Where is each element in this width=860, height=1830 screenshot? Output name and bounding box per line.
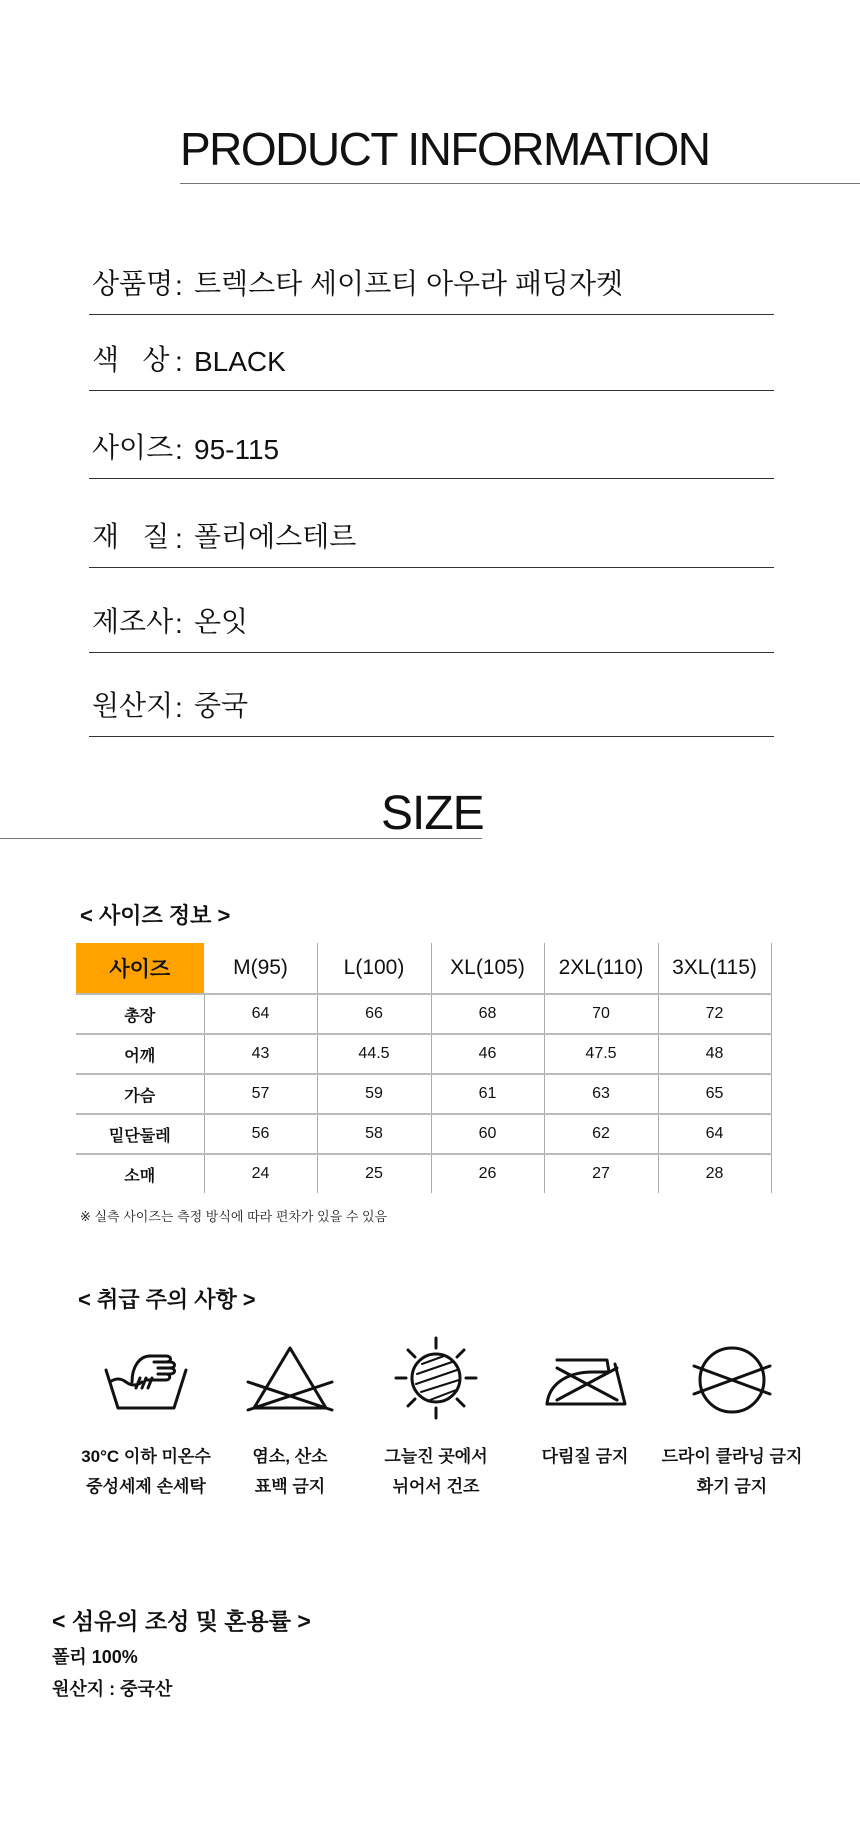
size-divider [0, 838, 482, 839]
care-caption-line: 화기 금지 [696, 1477, 768, 1496]
table-cell: 56 [204, 1114, 317, 1154]
table-cell: 25 [317, 1154, 431, 1193]
care-caption-line: 염소, 산소 [252, 1447, 328, 1466]
fiber-composition: 폴리 100% [52, 1647, 138, 1667]
table-cell: 61 [431, 1074, 544, 1114]
size-table [76, 943, 772, 1193]
table-row [76, 1074, 771, 1114]
table-row [76, 1154, 771, 1193]
no-bleach-icon [240, 1330, 340, 1420]
info-row-manufacturer [89, 592, 774, 653]
info-label: 제조사 [92, 606, 174, 637]
row-header: 가슴 [76, 1074, 204, 1114]
info-colon: : [175, 692, 183, 723]
info-row-product-name [89, 254, 774, 315]
info-value: 95-115 [194, 434, 280, 465]
care-item-no-dry-clean [652, 1330, 812, 1502]
table-cell: 72 [658, 994, 771, 1034]
table-cell: 46 [431, 1034, 544, 1074]
care-caption-line: 드라이 클라닝 금지 [661, 1447, 803, 1466]
size-column-header: 2XL(110) [544, 943, 658, 994]
info-colon: : [175, 608, 183, 639]
row-header: 밑단둘레 [76, 1114, 204, 1154]
size-column-header: M(95) [204, 943, 317, 994]
care-caption-line: 뉘어서 건조 [392, 1477, 480, 1496]
table-cell: 63 [544, 1074, 658, 1114]
care-caption-line: 표백 금지 [254, 1477, 326, 1496]
shade-dry-icon [386, 1330, 486, 1420]
info-label: 사이즈 [92, 432, 174, 463]
table-cell: 58 [317, 1114, 431, 1154]
care-item-shade-dry [356, 1330, 516, 1502]
size-note: ※ 실측 사이즈는 측정 방식에 따라 편차가 있을 수 있음 [80, 1209, 388, 1224]
info-value: 중국 [194, 690, 249, 721]
care-heading: < 취급 주의 사항 > [78, 1287, 256, 1312]
table-cell: 48 [658, 1034, 771, 1074]
info-row-material [89, 507, 774, 568]
care-item-no-iron [505, 1330, 665, 1472]
table-cell: 26 [431, 1154, 544, 1193]
info-colon: : [175, 434, 183, 465]
table-cell: 68 [431, 994, 544, 1034]
no-iron-icon [535, 1330, 635, 1420]
table-cell: 28 [658, 1154, 771, 1193]
table-cell: 60 [431, 1114, 544, 1154]
info-row-color [89, 330, 774, 391]
size-info-heading: < 사이즈 정보 > [80, 903, 231, 928]
table-cell: 64 [658, 1114, 771, 1154]
table-cell: 24 [204, 1154, 317, 1193]
row-header: 총장 [76, 994, 204, 1034]
row-header: 어깨 [76, 1034, 204, 1074]
info-colon: : [175, 523, 183, 554]
table-row [76, 994, 771, 1034]
table-cell: 47.5 [544, 1034, 658, 1074]
size-column-header: XL(105) [431, 943, 544, 994]
info-label: 색 상 [92, 344, 170, 375]
table-cell: 62 [544, 1114, 658, 1154]
table-cell: 44.5 [317, 1034, 431, 1074]
info-label: 원산지 [92, 690, 174, 721]
table-cell: 65 [658, 1074, 771, 1114]
table-cell: 27 [544, 1154, 658, 1193]
title-divider [180, 183, 860, 184]
fiber-heading: < 섬유의 조성 및 혼용률 > [52, 1608, 311, 1634]
care-caption-line: 다림질 금지 [541, 1447, 629, 1466]
size-section-title: SIZE [381, 787, 484, 840]
care-caption-line: 그늘진 곳에서 [384, 1447, 488, 1466]
fiber-origin: 원산지 : 중국산 [52, 1679, 173, 1699]
table-cell: 64 [204, 994, 317, 1034]
table-cell: 66 [317, 994, 431, 1034]
info-value: 온잇 [194, 606, 249, 637]
size-table-corner: 사이즈 [76, 943, 204, 994]
size-table-header-row [76, 943, 771, 994]
info-colon: : [175, 346, 183, 377]
info-value: 트렉스타 세이프티 아우라 패딩자켓 [194, 268, 624, 299]
info-value: 폴리에스테르 [194, 521, 357, 552]
table-row [76, 1034, 771, 1074]
care-item-hand-wash [66, 1330, 226, 1502]
table-cell: 59 [317, 1074, 431, 1114]
care-caption-line: 중성세제 손세탁 [86, 1477, 206, 1496]
care-item-no-bleach [210, 1330, 370, 1502]
info-row-origin [89, 676, 774, 737]
care-caption-line: 30°C 이하 미온수 [81, 1447, 211, 1466]
hand-wash-icon [96, 1330, 196, 1420]
info-label: 재 질 [92, 521, 170, 552]
row-header: 소매 [76, 1154, 204, 1193]
info-colon: : [175, 270, 183, 301]
size-column-header: 3XL(115) [658, 943, 771, 994]
table-cell: 43 [204, 1034, 317, 1074]
table-cell: 70 [544, 994, 658, 1034]
info-row-size [89, 418, 774, 479]
page-title: PRODUCT INFORMATION [180, 123, 710, 175]
no-dry-clean-icon [682, 1330, 782, 1420]
table-cell: 57 [204, 1074, 317, 1114]
size-column-header: L(100) [317, 943, 431, 994]
info-value: BLACK [194, 346, 286, 377]
info-label: 상품명 [92, 268, 174, 299]
table-row [76, 1114, 771, 1154]
